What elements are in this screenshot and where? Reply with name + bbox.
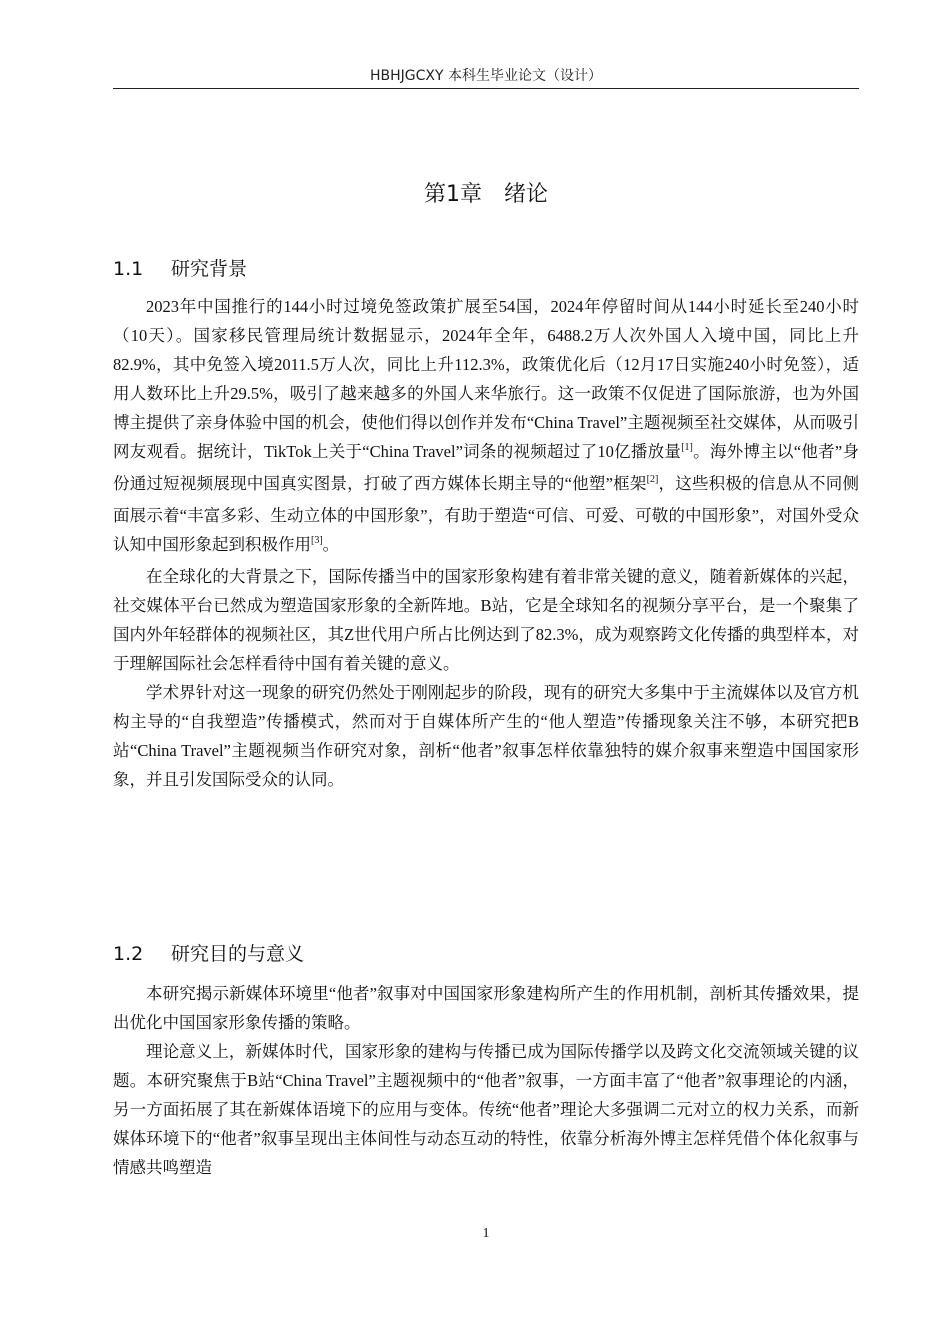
citation[interactable]: [1] xyxy=(681,442,693,453)
paragraph: 2023年中国推行的144小时过境免签政策扩展至54国，2024年停留时间从144小时延长至240小时（10天）。国家移民管理局统计数据显示，2024年全年，6488.2万人次外国人入境中国，同比上升82.9%，其中免签入境2011.5万人次，同比上升112.3%，政策优化后（12月17日实施240小时免签），适用人数环比上升29.5%，吸引了越来越多的外国人来华旅行。这一政策不仅促进了国际旅游，也为外国博主提供了亲身体验中国的机会，使他们得以创作并发布“China Travel”主题视频至社交媒体，从而吸引网友观看。据统计，TikTok上关于“China Travel”词条的视频超过了10亿播放量[1]。海外博主以“他者”身份通过短视频展现中国真实图景，打破了西方媒体长期主导的“他塑”框架[2]，这些积极的信息从不同侧面展示着“丰富多彩、生动立体的中国形象”，有助于塑造“可信、可爱、可敬的中国形象”，对国外受众认知中国形象起到积极作用[3]。 xyxy=(113,297,859,554)
paragraph: 本研究揭示新媒体环境里“他者”叙事对中国国家形象建构所产生的作用机制，剖析其传播效果，提出优化中国国家形象传播的策略。 xyxy=(113,984,859,1032)
section-body-1-1 xyxy=(113,292,859,794)
paragraph: 理论意义上，新媒体时代，国家形象的建构与传播已成为国际传播学以及跨文化交流领域关键的议题。本研究聚焦于B站“China Travel”主题视频中的“他者”叙事，一方面丰富了“他者”叙事理论的内涵，另一方面拓展了其在新媒体语境下的应用与变体。传统“他者”理论大多强调二元对立的权力关系，而新媒体环境下的“他者”叙事呈现出主体间性与动态互动的特性，依靠分析海外博主怎样凭借个体化叙事与情感共鸣塑造 xyxy=(113,1042,859,1177)
paragraph: 在全球化的大背景之下，国际传播当中的国家形象构建有着非常关键的意义，随着新媒体的兴起，社交媒体平台已然成为塑造国家形象的全新阵地。B站，它是全球知名的视频分享平台，是一个聚集了国内外年轻群体的视频社区，其Z世代用户所占比例达到了82.3%，成为观察跨文化传播的典型样本，对于理解国际社会怎样看待中国有着关键的意义。 xyxy=(113,567,859,673)
section-title-text: 研究目的与意义 xyxy=(171,943,305,965)
citation[interactable]: [2] xyxy=(646,474,659,485)
running-header: HBHJGCXY 本科生毕业论文（设计） xyxy=(113,66,859,89)
page-number: 1 xyxy=(482,1226,490,1241)
section-number: 1.2 xyxy=(113,943,144,965)
paragraph: 学术界针对这一现象的研究仍然处于刚刚起步的阶段，现有的研究大多集中于主流媒体以及官方机构主导的“自我塑造”传播模式，然而对于自媒体所产生的“他人塑造”传播现象关注不够，本研究把B站“China Travel”主题视频当作研究对象，剖析“他者”叙事怎样依靠独特的媒介叙事来塑造中国国家形象，并且引发国际受众的认同。 xyxy=(113,683,859,789)
section-body-1-2 xyxy=(113,979,859,1182)
citation[interactable]: [3] xyxy=(311,535,323,546)
section-number: 1.1 xyxy=(113,258,144,280)
chapter-title: 第1章 绪论 xyxy=(424,182,548,207)
section-title-text: 研究背景 xyxy=(171,258,248,280)
section-heading-1-2 xyxy=(113,939,304,966)
section-heading-1-1 xyxy=(113,254,247,281)
